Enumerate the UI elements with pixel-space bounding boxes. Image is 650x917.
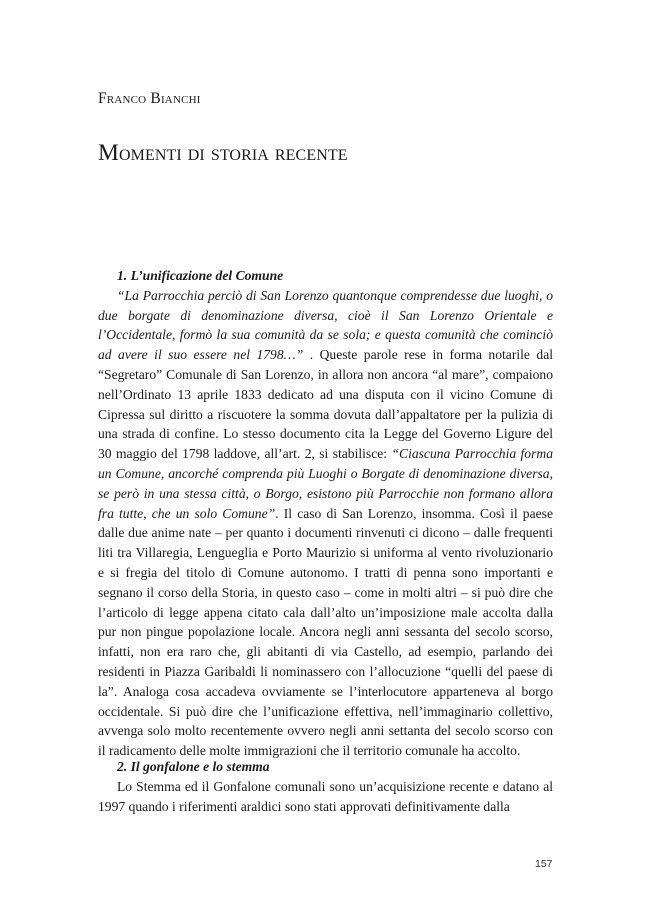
section-heading: 2. Il gonfalone e lo stemma bbox=[117, 759, 270, 774]
section-paragraph bbox=[98, 286, 553, 761]
author-name: Franco Bianchi bbox=[98, 90, 201, 107]
section-unificazione bbox=[98, 266, 553, 761]
paragraph-text: . Queste parole rese in forma notarile dal “Segretaro” Comunale di San Lorenzo, in allora non ancora “al mare”, compaiono nell’Ordinato 13 aprile 1833 dedicato ad una disputa con il vicino Comune di Cipressa sul diritto a riscuotere la somma dovuta dall’appaltatore per la pulizia di una strada di confine. Lo stesso documento cita la Legge del Governo Ligure del 30 maggio del 1798 laddove, all’art. 2, si stabilisce: bbox=[98, 347, 554, 462]
section-heading: 1. L’unificazione del Comune bbox=[117, 268, 284, 283]
chapter-title: Momenti di storia recente bbox=[98, 140, 348, 166]
section-paragraph bbox=[98, 777, 553, 817]
section-gonfalone bbox=[98, 757, 553, 816]
quote-parrocchia: “La Parrocchia perciò di San Lorenzo quantonque comprendesse due luoghi, o due borgate di denominazione diversa, cioè il San Lorenzo Orientale e l’Occidentale, formò la sua comunità da se sola; e questa comunità che cominciò ad avere il suo essere nel 1798…” bbox=[98, 287, 553, 363]
page-number: 157 bbox=[535, 858, 553, 870]
paragraph-text: Lo Stemma ed il Gonfalone comunali sono un’acquisizione recente e datano al 1997 quando i riferimenti araldici sono stati approvati definitivamente dalla bbox=[98, 778, 553, 814]
quote-legge: “Ciascuna Parrocchia forma un Comune, ancorché comprenda più Luoghi o Borgate di denominazione diversa, se però in una stessa città, o Borgo, esistono più Parrocchie non formano allora fra tutte, che un solo Comune” bbox=[98, 446, 553, 521]
paragraph-text: . Il caso di San Lorenzo, insomma. Così il paese dalle due anime nate – per quanto i documenti rinvenuti ci dicono – dalle frequenti liti tra Villaregia, Lengueglia e Porto Maurizio si uniforma al vento rivoluzionario e si fregia del titolo di Comune autonomo. I tratti di penna sono importanti e segnano il corso della Storia, in questo caso – come in molti altri – si può dire che l’articolo di legge appena citato cala dall’alto un’imposizione male accolta dalla pur non pingue popolazione locale. Ancora negli anni sessanta del secolo scorso, infatti, non era raro che, gli abitanti di via Castello, ad esempio, parlando dei residenti in Piazza Garibaldi li nominassero con l’allocuzione “quelli del paese di la”. Analoga cosa accadeva ovviamente se l’interlocutore apparteneva al borgo occidentale. Si può dire che l’unificazione effettiva, nell’immaginario collettivo, avvenga solo molto recentemente ovvero negli anni settanta del secolo scorso con il radicamento delle molte immigrazioni che il territorio comunale ha accolto. bbox=[98, 505, 553, 759]
